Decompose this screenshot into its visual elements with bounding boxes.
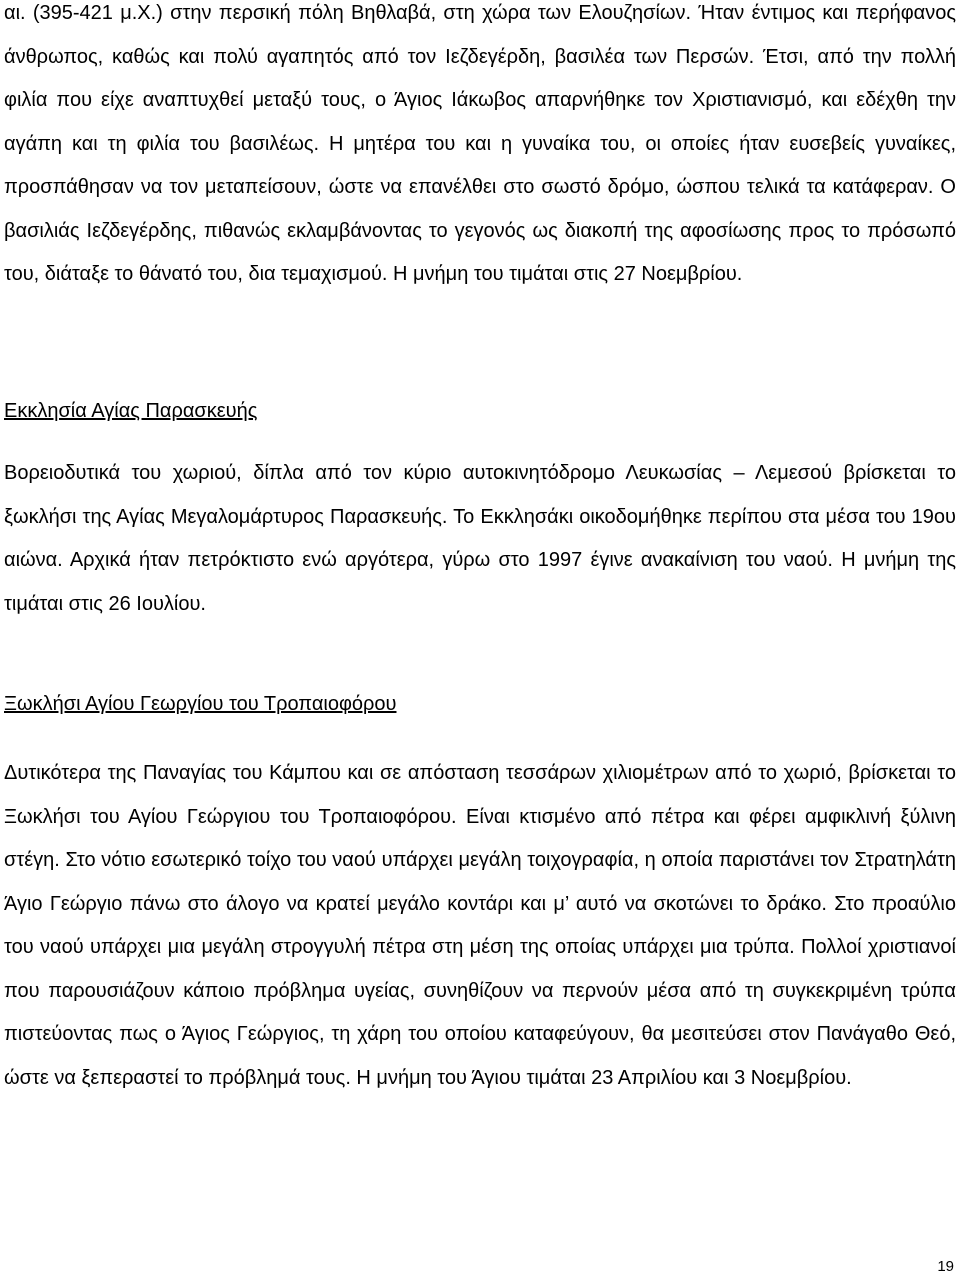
paragraph-agios-georgios: Δυτικότερα της Παναγίας του Κάμπου και σε απόσταση τεσσάρων χιλιομέτρων από το χωριό, βρίσκεται το Ξωκλήσι του Αγίου Γεώργιου του Τροπαιοφόρου. Είναι κτισμένο από πέτρα και φέρει αμφικλινή ξύλινη στέγη. Στο νότιο εσωτερικό τοίχο του ναού υπάρχει μεγάλη τοιχογραφία, η οποία παριστάνει τον Στρατηλάτη Άγιο Γεώργιο πάνω στο άλογο να κρατεί μεγάλο κοντάρι και μ’ αυτό να σκοτώνει το δράκο. Στο προαύλιο του ναού υπάρχει μια μεγάλη στρογγυλή πέτρα στη μέση της οποίας υπάρχει μια τρύπα. Πολλοί χριστιανοί που παρουσιάζουν κάποιο πρόβλημα υγείας, συνηθίζουν να περνούν μέσα από τη συγκεκριμένη τρύπα πιστεύοντας πως ο Άγιος Γεώργιος, τη χάρη του οποίου καταφεύγουν, θα μεσιτεύσει στον Πανάγαθο Θεό, ώστε να ξεπεραστεί το πρόβλημά τους. Η μνήμη του Άγιου τιμάται 23 Απριλίου και 3 Νοεμβρίου. — [4, 762, 956, 1089]
page-number: 19 — [937, 1258, 954, 1275]
heading-agia-paraskevi: Εκκλησία Αγίας Παρασκευής — [4, 400, 258, 422]
paragraph-saint-iakovos: αι. (395-421 μ.Χ.) στην περσική πόλη Βηθλαβά, στη χώρα των Ελουζησίων. Ήταν έντιμος και περήφανος άνθρωπος, καθώς και πολύ αγαπητός από τον Ιεζδεγέρδη, βασιλέα των Περσών. Έτσι, από την πολλή φιλία που είχε αναπτυχθεί μεταξύ τους, ο Άγιος Ιάκωβος απαρνήθηκε τον Χριστιανισμό, και εδέχθη την αγάπη και τη φιλία του βασιλέως. Η μητέρα του και η γυναίκα του, οι οποίες ήταν ευσεβείς γυναίκες, προσπάθησαν να τον μεταπείσουν, ώστε να επανέλθει στο σωστό δρόμο, ώσπου τελικά τα κατάφεραν. Ο βασιλιάς Ιεζδεγέρδης, πιθανώς εκλαμβάνοντας το γεγονός ως διακοπή της αφοσίωσης προς το πρόσωπό του, διάταξε το θάνατό του, δια τεμαχισμού. Η μνήμη του τιμάται στις 27 Νοεμβρίου. — [4, 2, 956, 285]
paragraph-agia-paraskevi: Βορειοδυτικά του χωριού, δίπλα από τον κύριο αυτοκινητόδρομο Λευκωσίας – Λεμεσού βρίσκεται το ξωκλήσι της Αγίας Μεγαλομάρτυρος Παρασκευής. Το Εκκλησάκι οικοδομήθηκε περίπου στα μέσα του 19ου αιώνα. Αρχικά ήταν πετρόκτιστο ενώ αργότερα, γύρω στο 1997 έγινε ανακαίνιση του ναού. Η μνήμη της τιμάται στις 26 Ιουλίου. — [4, 462, 956, 615]
heading-agios-georgios: Ξωκλήσι Αγίου Γεωργίου του Τροπαιοφόρου — [4, 693, 397, 715]
